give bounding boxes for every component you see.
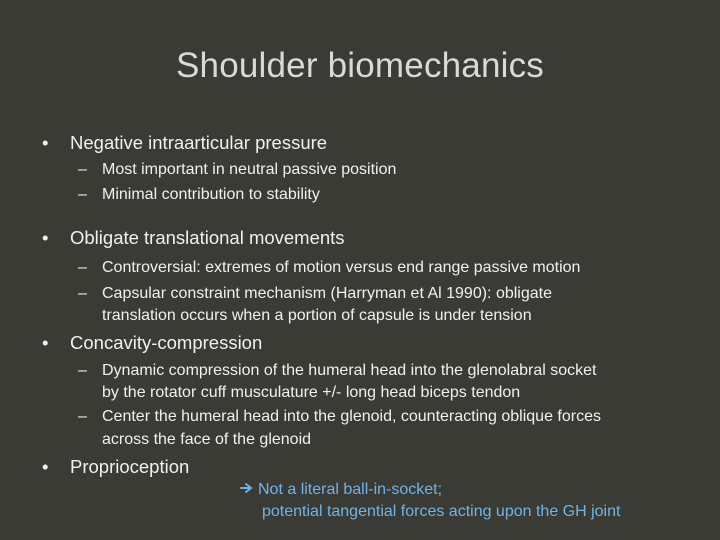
- dash-glyph: –: [78, 259, 87, 276]
- sub-bullet-text: Dynamic compression of the humeral head into the glenolabral socket: [102, 362, 597, 379]
- dash-glyph: –: [78, 285, 87, 302]
- note-text: Not a literal ball-in-socket;: [258, 481, 443, 498]
- bullet-glyph: •: [42, 456, 49, 477]
- sub-bullet-text: across the face of the glenoid: [102, 431, 312, 448]
- note-text: potential tangential forces acting upon the GH joint: [262, 503, 621, 520]
- slide-title: Shoulder biomechanics: [175, 46, 545, 85]
- dash-glyph: –: [78, 362, 87, 379]
- bullet-text: Obligate translational movements: [70, 227, 345, 248]
- sub-bullet-text: translation occurs when a portion of capsule is under tension: [102, 307, 532, 324]
- bullet-text: Negative intraarticular pressure: [70, 132, 328, 153]
- sub-bullet-text: by the rotator cuff musculature +/- long head biceps tendon: [102, 384, 521, 401]
- sub-bullet-text: Controversial: extremes of motion versus end range passive motion: [102, 259, 581, 276]
- sub-bullet-text: Center the humeral head into the glenoid, counteracting oblique forces: [102, 408, 601, 425]
- sub-bullet-text: Capsular constraint mechanism (Harryman et Al 1990): obligate: [102, 285, 552, 302]
- dash-glyph: –: [78, 408, 87, 425]
- sub-bullet-text: Minimal contribution to stability: [102, 186, 320, 203]
- bullet-glyph: •: [42, 227, 49, 248]
- note-line: [262, 501, 620, 524]
- bullet-glyph: •: [42, 332, 49, 353]
- bullet-text: Concavity-compression: [70, 332, 263, 353]
- arrow-right-icon: [240, 479, 258, 502]
- bullet-glyph: •: [42, 132, 49, 153]
- note-line: [240, 479, 442, 502]
- bullet-text: Proprioception: [70, 456, 190, 477]
- sub-bullet-text: Most important in neutral passive position: [102, 161, 397, 178]
- dash-glyph: –: [78, 186, 87, 203]
- dash-glyph: –: [78, 161, 87, 178]
